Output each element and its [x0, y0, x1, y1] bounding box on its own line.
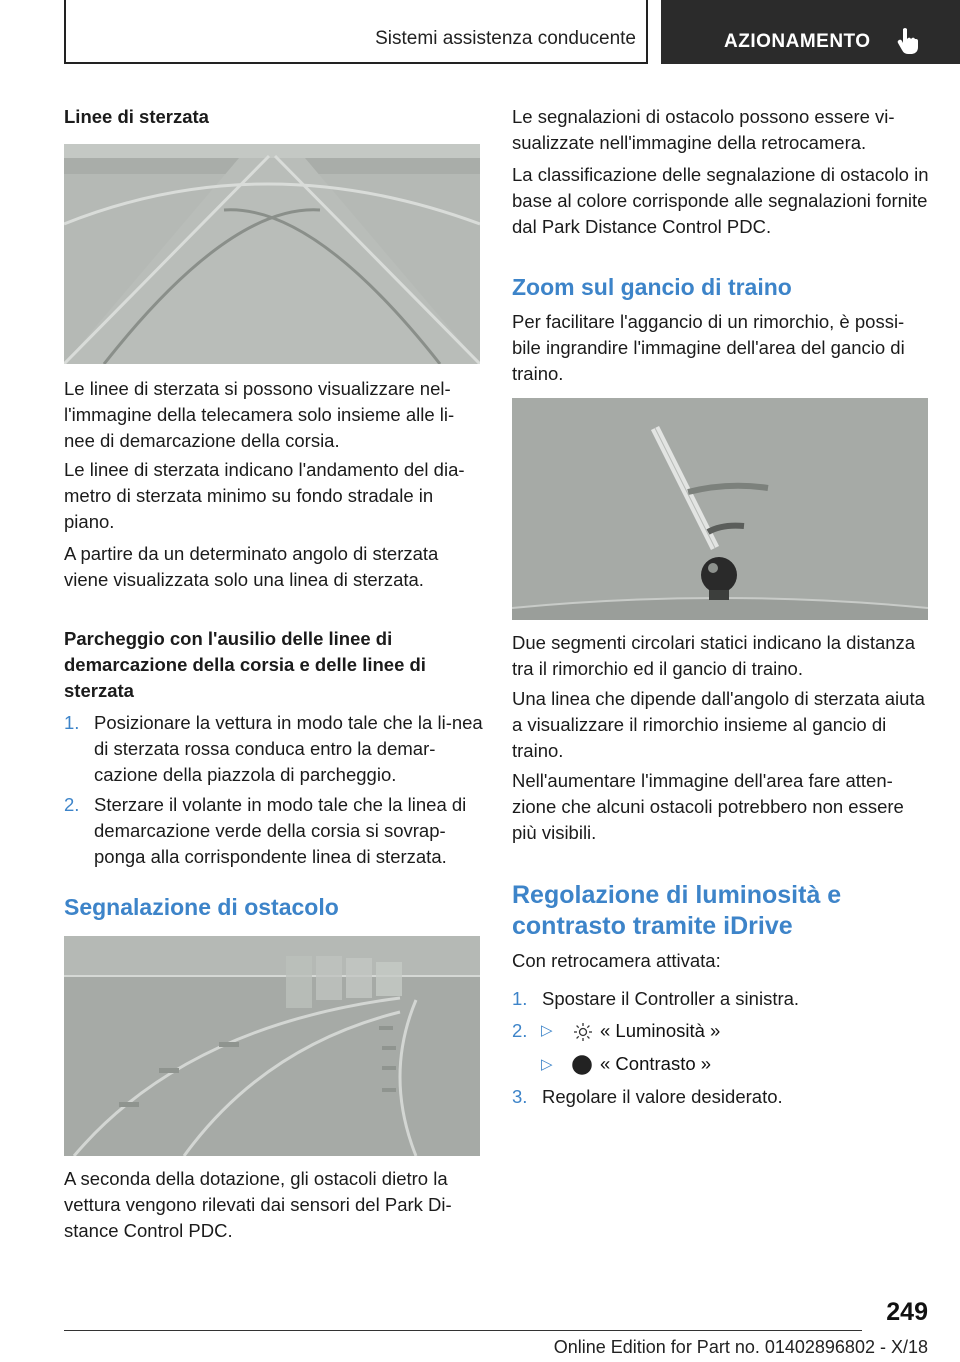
- brightness-label: « Luminosità »: [600, 1020, 721, 1041]
- paragraph-steering-1: Le linee di sterzata si possono visualizzare nel-l'immagine della telecamera solo insieme alle li-nee di demarcazione della corsia.: [64, 378, 455, 451]
- steering-lines-image: [64, 144, 480, 364]
- list-number: 3.: [512, 1086, 528, 1107]
- heading-obstacle: Segnalazione di ostacolo: [64, 894, 339, 920]
- heading-steering-lines: Linee di sterzata: [64, 106, 209, 127]
- paragraph-steering-3: A partire da un determinato angolo di sterzata viene visualizzata solo una linea di sterzata.: [64, 543, 439, 590]
- triangle-marker: ▷: [541, 1056, 553, 1073]
- list-text: Spostare il Controller a sinistra.: [542, 988, 800, 1009]
- paragraph-steering-2: Le linee di sterzata indicano l'andamento del dia-metro di sterzata minimo su fondo stradale in piano.: [64, 459, 465, 532]
- paragraph-obstacle-display: Le segnalazioni di ostacolo possono essere vi-sualizzate nell'immagine della retrocamera.: [512, 106, 895, 153]
- tow-hook-image: [512, 398, 928, 620]
- header-tab-label: AZIONAMENTO: [724, 31, 871, 52]
- heading-brightness: Regolazione di luminosità e contrasto tramite iDrive: [512, 881, 842, 940]
- obstacle-image: [64, 936, 480, 1156]
- header-rule-mid: [646, 0, 648, 64]
- pointing-hand-icon: [894, 26, 924, 56]
- paragraph-segments: Due segmenti circolari statici indicano la distanza tra il rimorchio ed il gancio di traino.: [512, 632, 916, 679]
- paragraph-camera-active: Con retrocamera attivata:: [512, 950, 721, 971]
- list-number: 1.: [64, 712, 80, 733]
- paragraph-obstacle-color: La classificazione delle segnalazione di ostacolo in base al colore corrisponde alle segnalazioni fornite dal Park Distance Control PDC.: [512, 164, 929, 237]
- list-number: 1.: [512, 988, 528, 1009]
- paragraph-obstacle: A seconda della dotazione, gli ostacoli dietro la vettura vengono rilevati dai sensori del Park Di-stance Control PDC.: [64, 1168, 452, 1241]
- header-section-title: Sistemi assistenza conducente: [375, 28, 636, 49]
- paragraph-line: Una linea che dipende dall'angolo di sterzata aiuta a visualizzare il rimorchio insieme al gancio di traino.: [512, 688, 925, 761]
- heading-parking: Parcheggio con l'ausilio delle linee di demarcazione della corsia e delle linee di sterzata: [64, 628, 426, 701]
- list-text: Posizionare la vettura in modo tale che la li-nea di sterzata rossa conduca entro la demar-cazione della piazzola di parcheggio.: [94, 712, 483, 785]
- list-number: 2.: [64, 794, 80, 815]
- header-rule-bottom: [64, 62, 648, 64]
- paragraph-zoom-warning: Nell'aumentare l'immagine dell'area fare atten-zione che alcuni ostacoli potrebbero non essere più visibili.: [512, 770, 904, 843]
- contrast-label: « Contrasto »: [600, 1053, 712, 1074]
- list-text: Regolare il valore desiderato.: [542, 1086, 783, 1107]
- list-number: 2.: [512, 1020, 528, 1041]
- footer-rule: [64, 1330, 862, 1331]
- heading-zoom: Zoom sul gancio di traino: [512, 274, 792, 300]
- triangle-marker: ▷: [541, 1022, 553, 1039]
- list-text: Sterzare il volante in modo tale che la linea di demarcazione verde della corsia si sovrap-ponga alla corrispondente linea di sterzata.: [94, 794, 467, 867]
- sun-icon: [573, 1022, 593, 1042]
- page-number: 249: [886, 1298, 928, 1326]
- contrast-icon: [571, 1054, 593, 1076]
- footer-edition: Online Edition for Part no. 01402896802 - X/18: [553, 1337, 928, 1357]
- paragraph-zoom: Per facilitare l'aggancio di un rimorchio, è possi-bile ingrandire l'immagine dell'area del gancio di traino.: [512, 311, 905, 384]
